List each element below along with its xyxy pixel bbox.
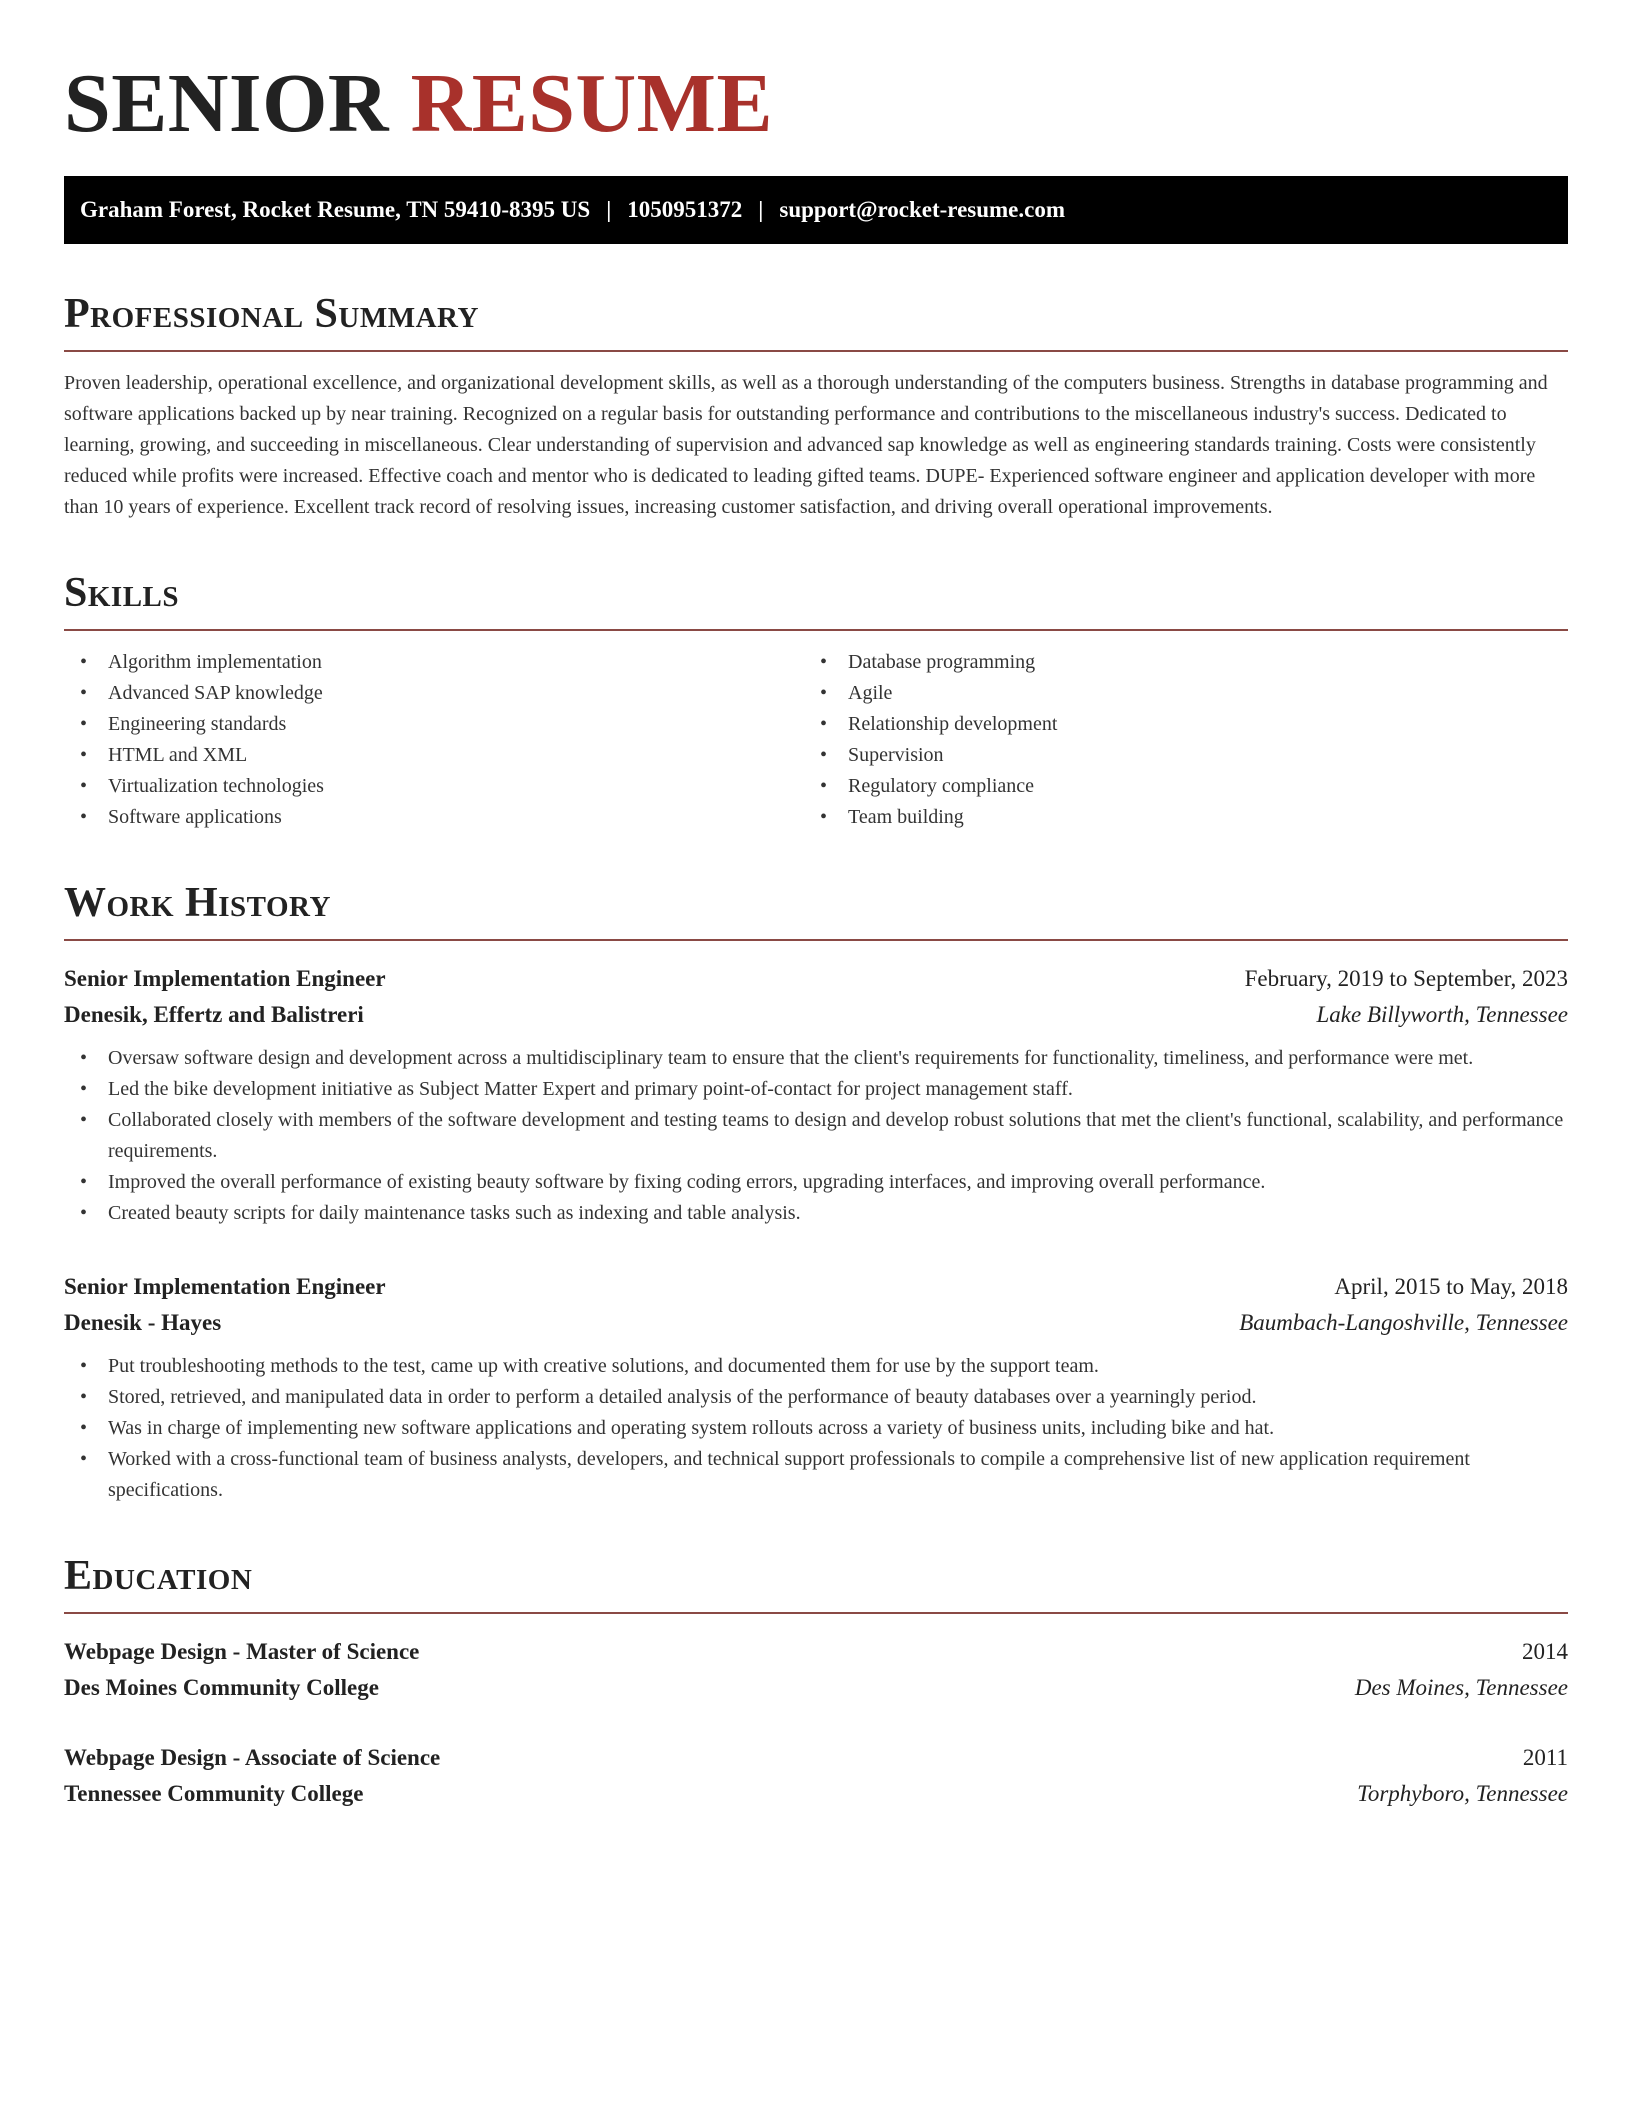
- skill-item: • Engineering standards: [64, 709, 804, 740]
- education-entry: [64, 1634, 1568, 1706]
- education-year: 2014: [1522, 1639, 1568, 1664]
- job-title: Senior Implementation Engineer: [64, 1274, 386, 1299]
- education-section: [64, 1552, 1568, 1812]
- job-bullet: • Worked with a cross-functional team of business analysts, developers, and technical support professionals to compile a comprehensive list of new application requirement specifications.: [64, 1444, 1568, 1506]
- summary-heading: Professional Summary: [64, 290, 1568, 352]
- skills-section: [64, 569, 1568, 833]
- job-bullet: • Led the bike development initiative as Subject Matter Expert and primary point-of-contact for project management staff.: [64, 1074, 1568, 1105]
- title-first-word: SENIOR: [64, 57, 390, 150]
- contact-separator: |: [606, 197, 612, 222]
- job-bullet: • Was in charge of implementing new software applications and operating system rollouts across a variety of business units, including bike and hat.: [64, 1413, 1568, 1444]
- skill-item: • Advanced SAP knowledge: [64, 678, 804, 709]
- job-bullet: • Improved the overall performance of existing beauty software by fixing coding errors, upgrading interfaces, and improving overall performance.: [64, 1167, 1568, 1198]
- education-year: 2011: [1522, 1745, 1568, 1770]
- job-bullet: • Stored, retrieved, and manipulated data in order to perform a detailed analysis of the performance of beauty databases over a yearningly period.: [64, 1382, 1568, 1413]
- skill-item: • Software applications: [64, 802, 804, 833]
- job-bullets: [64, 1043, 1568, 1229]
- skill-item: • Algorithm implementation: [64, 647, 804, 678]
- education-location: Des Moines, Tennessee: [1354, 1675, 1568, 1700]
- skill-item: • HTML and XML: [64, 740, 804, 771]
- job-entry: [64, 961, 1568, 1229]
- contact-address: Graham Forest, Rocket Resume, TN 59410-8395 US: [80, 197, 591, 222]
- skill-item: • Regulatory compliance: [804, 771, 1544, 802]
- job-bullet: • Put troubleshooting methods to the test, came up with creative solutions, and documented them for use by the support team.: [64, 1351, 1568, 1382]
- contact-separator: |: [758, 197, 764, 222]
- education-school: Des Moines Community College: [64, 1675, 379, 1700]
- job-dates: April, 2015 to May, 2018: [1334, 1274, 1568, 1299]
- education-school-row: [64, 1776, 1568, 1812]
- job-dates: February, 2019 to September, 2023: [1244, 966, 1568, 991]
- education-degree-row: [64, 1634, 1568, 1670]
- job-bullet: • Oversaw software design and development across a multidisciplinary team to ensure that the client's requirements for functionality, timeliness, and performance were met.: [64, 1043, 1568, 1074]
- job-title-row: [64, 1269, 1568, 1305]
- education-heading: Education: [64, 1552, 1568, 1614]
- skill-item: • Relationship development: [804, 709, 1544, 740]
- skills-columns: [64, 647, 1568, 833]
- job-company-row: [64, 1305, 1568, 1341]
- summary-text: Proven leadership, operational excellence, and organizational development skills, as well as a thorough understanding of the computers business. Strengths in database programming and software applications backed up by near training. Recognized on a regular basis for outstanding performance and contributions to the miscellaneous industry's success. Dedicated to learning, growing, and succeeding in miscellaneous. Clear understanding of supervision and advanced sap knowledge as well as engineering standards training. Costs were consistently reduced while profits were increased. Effective coach and mentor who is dedicated to leading gifted teams. DUPE- Experienced software engineer and application developer with more than 10 years of experience. Excellent track record of resolving issues, increasing customer satisfaction, and driving overall operational improvements.: [64, 372, 1548, 518]
- work-history-heading: Work History: [64, 879, 1568, 941]
- education-entry: [64, 1740, 1568, 1812]
- contact-bar: [64, 176, 1568, 244]
- skills-right-column: [804, 647, 1544, 833]
- resume-title: [64, 56, 1568, 156]
- skills-heading: Skills: [64, 569, 1568, 631]
- title-second-word: RESUME: [410, 57, 773, 150]
- job-company: Denesik - Hayes: [64, 1310, 222, 1335]
- work-history-section: [64, 879, 1568, 1506]
- skill-item: • Agile: [804, 678, 1544, 709]
- skill-item: • Team building: [804, 802, 1544, 833]
- education-degree: Webpage Design - Master of Science: [64, 1639, 420, 1664]
- education-degree-row: [64, 1740, 1568, 1776]
- contact-phone: 1050951372: [627, 197, 743, 222]
- job-bullets: [64, 1351, 1568, 1506]
- job-company-row: [64, 997, 1568, 1033]
- skills-left-column: [64, 647, 804, 833]
- job-title-row: [64, 961, 1568, 997]
- education-school: Tennessee Community College: [64, 1781, 364, 1806]
- job-company: Denesik, Effertz and Balistreri: [64, 1002, 364, 1027]
- job-location: Baumbach-Langoshville, Tennessee: [1239, 1310, 1568, 1335]
- summary-section: [64, 290, 1568, 523]
- job-title: Senior Implementation Engineer: [64, 966, 386, 991]
- education-school-row: [64, 1670, 1568, 1706]
- skill-item: • Virtualization technologies: [64, 771, 804, 802]
- job-bullet: • Created beauty scripts for daily maintenance tasks such as indexing and table analysis.: [64, 1198, 1568, 1229]
- job-bullet: • Collaborated closely with members of the software development and testing teams to design and develop robust solutions that met the client's functional, scalability, and performance requirements.: [64, 1105, 1568, 1167]
- skill-item: • Supervision: [804, 740, 1544, 771]
- job-location: Lake Billyworth, Tennessee: [1316, 1002, 1568, 1027]
- resume-page: [64, 56, 1568, 1812]
- contact-email: support@rocket-resume.com: [779, 197, 1066, 222]
- job-entry: [64, 1269, 1568, 1506]
- education-degree: Webpage Design - Associate of Science: [64, 1745, 441, 1770]
- education-location: Torphyboro, Tennessee: [1357, 1781, 1568, 1806]
- skill-item: • Database programming: [804, 647, 1544, 678]
